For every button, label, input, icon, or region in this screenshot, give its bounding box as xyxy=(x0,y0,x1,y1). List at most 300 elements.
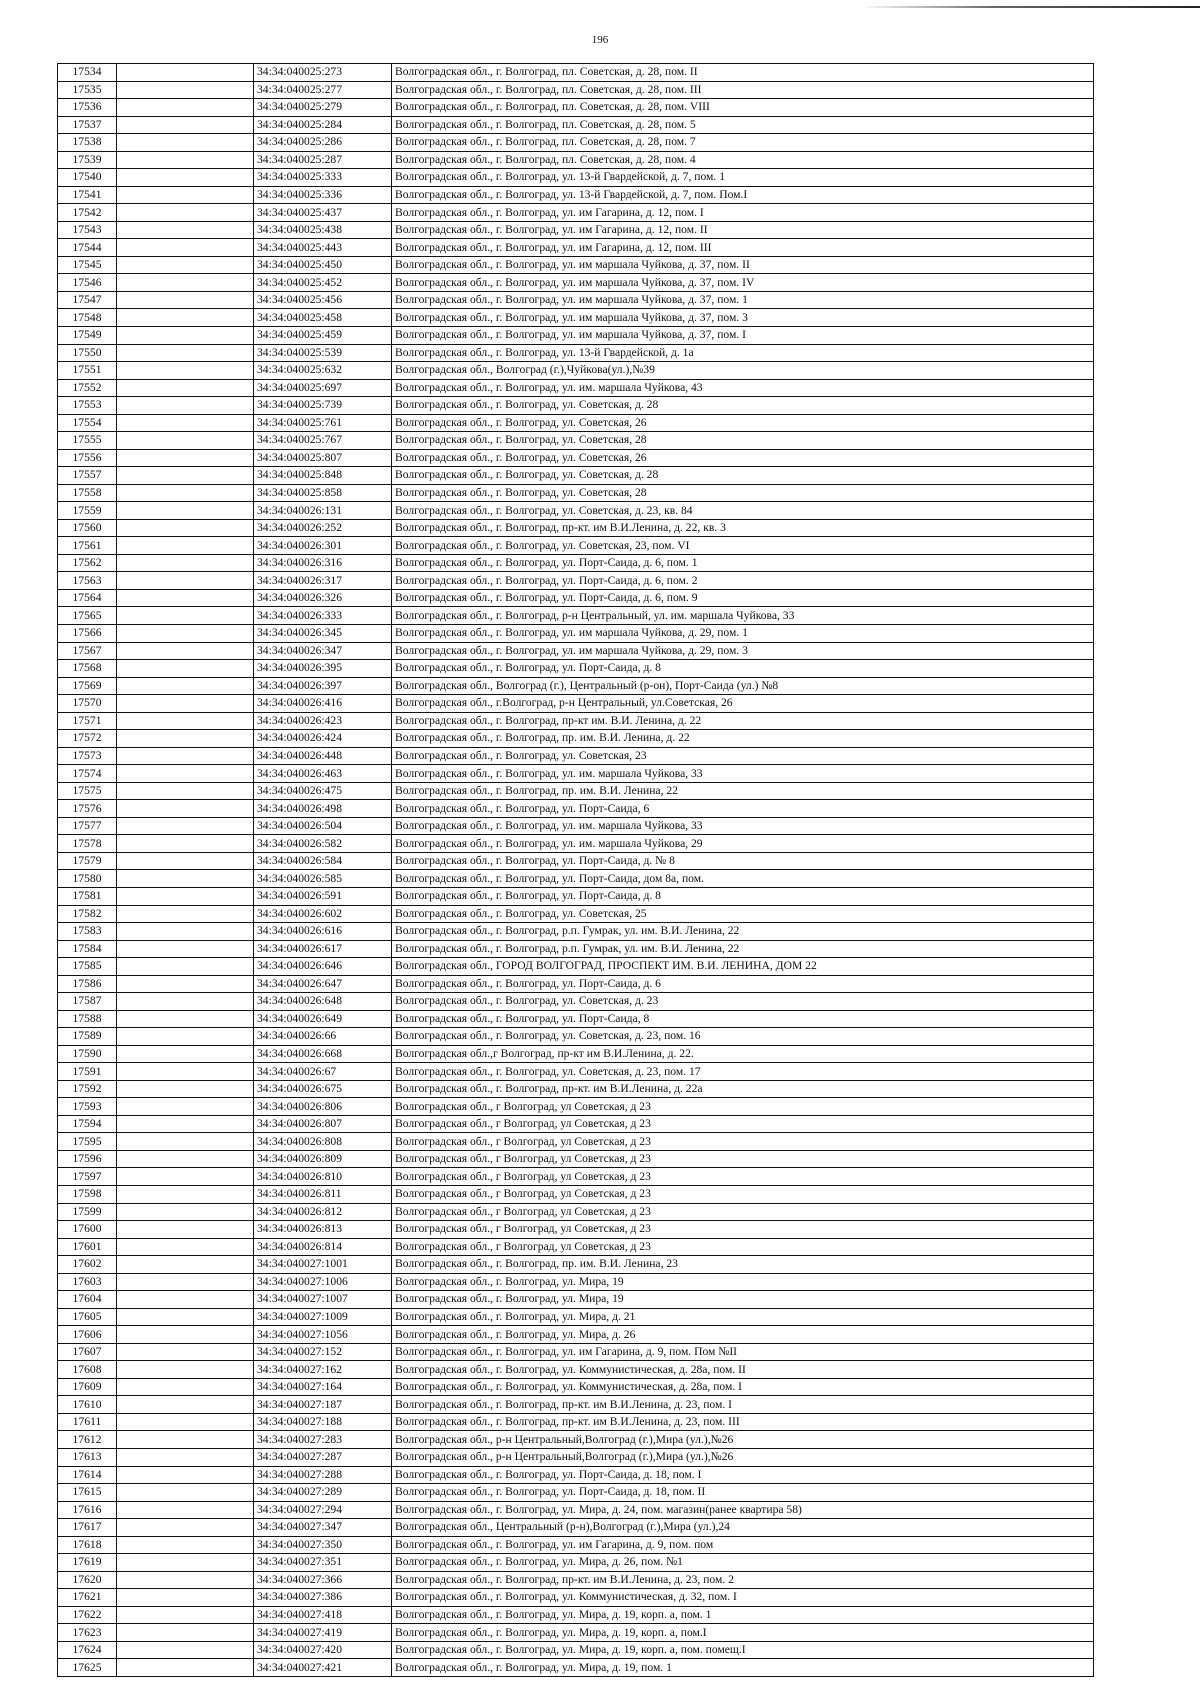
blank-cell xyxy=(117,502,254,520)
row-number-cell: 17539 xyxy=(58,151,117,169)
blank-cell xyxy=(117,1063,254,1081)
address-cell: Волгоградская обл., г. Волгоград, ул. им. маршала Чуйкова, 33 xyxy=(392,817,1094,835)
row-number-cell: 17607 xyxy=(58,1343,117,1361)
address-cell: Волгоградская обл., ГОРОД ВОЛГОГРАД, ПРОСПЕКТ ИМ. В.И. ЛЕНИНА, ДОМ 22 xyxy=(392,958,1094,976)
address-cell: Волгоградская обл., г. Волгоград, ул. Мира, д. 26, пом. №1 xyxy=(392,1554,1094,1572)
table-row xyxy=(58,1624,1094,1642)
blank-cell xyxy=(117,291,254,309)
table-row xyxy=(58,1150,1094,1168)
cadastral-number-cell: 34:34:040027:366 xyxy=(254,1571,392,1589)
row-number-cell: 17596 xyxy=(58,1150,117,1168)
blank-cell xyxy=(117,467,254,485)
table-row xyxy=(58,712,1094,730)
cadastral-number-cell: 34:34:040026:616 xyxy=(254,923,392,941)
address-cell: Волгоградская обл., г. Волгоград, р.п. Гумрак, ул. им. В.И. Ленина, 22 xyxy=(392,940,1094,958)
cadastral-number-cell: 34:34:040026:395 xyxy=(254,660,392,678)
cadastral-number-cell: 34:34:040026:424 xyxy=(254,730,392,748)
table-row xyxy=(58,905,1094,923)
address-cell: Волгоградская обл., г. Волгоград, пр-кт. им В.И.Ленина, д. 23, пом. I xyxy=(392,1396,1094,1414)
table-row xyxy=(58,467,1094,485)
cadastral-number-cell: 34:34:040025:632 xyxy=(254,362,392,380)
address-cell: Волгоградская обл., г. Волгоград, ул. Советская, 23 xyxy=(392,747,1094,765)
cadastral-number-cell: 34:34:040026:66 xyxy=(254,1028,392,1046)
address-cell: Волгоградская обл., г. Волгоград, ул. им Гагарина, д. 12, пом. III xyxy=(392,239,1094,257)
row-number-cell: 17623 xyxy=(58,1624,117,1642)
blank-cell xyxy=(117,1589,254,1607)
row-number-cell: 17572 xyxy=(58,730,117,748)
cadastral-number-cell: 34:34:040025:452 xyxy=(254,274,392,292)
blank-cell xyxy=(117,607,254,625)
cadastral-number-cell: 34:34:040026:811 xyxy=(254,1186,392,1204)
cadastral-number-cell: 34:34:040026:602 xyxy=(254,905,392,923)
table-row xyxy=(58,116,1094,134)
cadastral-number-cell: 34:34:040027:283 xyxy=(254,1431,392,1449)
table-row xyxy=(58,852,1094,870)
row-number-cell: 17609 xyxy=(58,1378,117,1396)
row-number-cell: 17535 xyxy=(58,81,117,99)
table-row xyxy=(58,625,1094,643)
blank-cell xyxy=(117,695,254,713)
row-number-cell: 17584 xyxy=(58,940,117,958)
cadastral-number-cell: 34:34:040026:591 xyxy=(254,887,392,905)
cadastral-number-cell: 34:34:040027:289 xyxy=(254,1484,392,1502)
table-row xyxy=(58,326,1094,344)
address-cell: Волгоградская обл., Волгоград (г.), Центральный (р-он), Порт-Саида (ул.) №8 xyxy=(392,677,1094,695)
blank-cell xyxy=(117,905,254,923)
blank-cell xyxy=(117,1238,254,1256)
cadastral-number-cell: 34:34:040027:164 xyxy=(254,1378,392,1396)
row-number-cell: 17593 xyxy=(58,1098,117,1116)
row-number-cell: 17594 xyxy=(58,1115,117,1133)
blank-cell xyxy=(117,923,254,941)
address-cell: Волгоградская обл., г. Волгоград, ул. 13-й Гвардейской, д. 7, пом. Пом.I xyxy=(392,186,1094,204)
cadastral-number-cell: 34:34:040027:386 xyxy=(254,1589,392,1607)
cadastral-number-cell: 34:34:040026:448 xyxy=(254,747,392,765)
address-cell: Волгоградская обл., г. Волгоград, ул. им. маршала Чуйкова, 43 xyxy=(392,379,1094,397)
address-cell: Волгоградская обл., г. Волгоград, ул. им маршала Чуйкова, д. 29, пом. 1 xyxy=(392,625,1094,643)
row-number-cell: 17575 xyxy=(58,782,117,800)
address-cell: Волгоградская обл., г. Волгоград, пр-кт. им В.И.Ленина, д. 23, пом. III xyxy=(392,1413,1094,1431)
blank-cell xyxy=(117,1378,254,1396)
address-cell: Волгоградская обл., г. Волгоград, ул. им маршала Чуйкова, д. 37, пом. 3 xyxy=(392,309,1094,327)
address-cell: Волгоградская обл., г. Волгоград, ул. Советская, д. 28 xyxy=(392,397,1094,415)
table-row xyxy=(58,1343,1094,1361)
blank-cell xyxy=(117,1641,254,1659)
cadastral-number-cell: 34:34:040026:326 xyxy=(254,589,392,607)
cadastral-number-cell: 34:34:040026:646 xyxy=(254,958,392,976)
address-cell: Волгоградская обл., г. Волгоград, р.п. Гумрак, ул. им. В.И. Ленина, 22 xyxy=(392,923,1094,941)
blank-cell xyxy=(117,274,254,292)
blank-cell xyxy=(117,1554,254,1572)
table-row xyxy=(58,607,1094,625)
row-number-cell: 17587 xyxy=(58,993,117,1011)
table-row xyxy=(58,958,1094,976)
table-row xyxy=(58,677,1094,695)
address-cell: Волгоградская обл., г. Волгоград, ул. им маршала Чуйкова, д. 29, пом. 3 xyxy=(392,642,1094,660)
blank-cell xyxy=(117,554,254,572)
row-number-cell: 17557 xyxy=(58,467,117,485)
table-row xyxy=(58,256,1094,274)
row-number-cell: 17560 xyxy=(58,519,117,537)
row-number-cell: 17620 xyxy=(58,1571,117,1589)
cadastral-number-cell: 34:34:040025:739 xyxy=(254,397,392,415)
address-cell: Волгоградская обл., г. Волгоград, ул. Порт-Саида, д. 6, пом. 9 xyxy=(392,589,1094,607)
table-row xyxy=(58,1098,1094,1116)
table-row xyxy=(58,1133,1094,1151)
row-number-cell: 17541 xyxy=(58,186,117,204)
table-row xyxy=(58,291,1094,309)
cadastral-number-cell: 34:34:040025:767 xyxy=(254,432,392,450)
address-cell: Волгоградская обл., г. Волгоград, ул. им Гагарина, д. 9, пом. пом xyxy=(392,1536,1094,1554)
table-row xyxy=(58,186,1094,204)
table-row xyxy=(58,134,1094,152)
blank-cell xyxy=(117,817,254,835)
cadastral-number-cell: 34:34:040025:458 xyxy=(254,309,392,327)
cadastral-number-cell: 34:34:040027:188 xyxy=(254,1413,392,1431)
address-cell: Волгоградская обл., г. Волгоград, ул. Порт-Саида, д. 6, пом. 2 xyxy=(392,572,1094,590)
table-row xyxy=(58,1659,1094,1677)
cadastral-number-cell: 34:34:040027:162 xyxy=(254,1361,392,1379)
blank-cell xyxy=(117,379,254,397)
table-row xyxy=(58,519,1094,537)
blank-cell xyxy=(117,537,254,555)
blank-cell xyxy=(117,64,254,82)
address-cell: Волгоградская обл., г. Волгоград, ул. Коммунистическая, д. 28а, пом. I xyxy=(392,1378,1094,1396)
row-number-cell: 17574 xyxy=(58,765,117,783)
row-number-cell: 17606 xyxy=(58,1326,117,1344)
row-number-cell: 17595 xyxy=(58,1133,117,1151)
row-number-cell: 17548 xyxy=(58,309,117,327)
cadastral-number-cell: 34:34:040026:806 xyxy=(254,1098,392,1116)
address-cell: Волгоградская обл., г. Волгоград, пр-кт. им В.И.Ленина, д. 23, пом. 2 xyxy=(392,1571,1094,1589)
table-row xyxy=(58,1010,1094,1028)
blank-cell xyxy=(117,326,254,344)
address-cell: Волгоградская обл., г. Волгоград, ул. Порт-Саида, д. 6 xyxy=(392,975,1094,993)
row-number-cell: 17608 xyxy=(58,1361,117,1379)
blank-cell xyxy=(117,1308,254,1326)
row-number-cell: 17590 xyxy=(58,1045,117,1063)
table-row xyxy=(58,99,1094,117)
table-row xyxy=(58,1554,1094,1572)
table-row xyxy=(58,1413,1094,1431)
address-cell: Волгоградская обл., г. Волгоград, ул. Порт-Саида, д. 18, пом. II xyxy=(392,1484,1094,1502)
address-cell: Волгоградская обл., г. Волгоград, ул. Порт-Саида, д. 6, пом. 1 xyxy=(392,554,1094,572)
address-cell: Волгоградская обл., г. Волгоград, ул. Мира, 19 xyxy=(392,1291,1094,1309)
cadastral-number-cell: 34:34:040026:333 xyxy=(254,607,392,625)
blank-cell xyxy=(117,887,254,905)
row-number-cell: 17625 xyxy=(58,1659,117,1677)
blank-cell xyxy=(117,1413,254,1431)
row-number-cell: 17546 xyxy=(58,274,117,292)
row-number-cell: 17616 xyxy=(58,1501,117,1519)
address-cell: Волгоградская обл., г. Волгоград, ул. им маршала Чуйкова, д. 37, пом. I xyxy=(392,326,1094,344)
address-cell: Волгоградская обл., г. Волгоград, ул. Советская, 23, пом. VI xyxy=(392,537,1094,555)
row-number-cell: 17569 xyxy=(58,677,117,695)
blank-cell xyxy=(117,1010,254,1028)
row-number-cell: 17563 xyxy=(58,572,117,590)
address-cell: Волгоградская обл., г. Волгоград, ул. 13-й Гвардейской, д. 1а xyxy=(392,344,1094,362)
table-row xyxy=(58,151,1094,169)
blank-cell xyxy=(117,1519,254,1537)
address-cell: Волгоградская обл., Центральный (р-н),Волгоград (г.),Мира (ул.),24 xyxy=(392,1519,1094,1537)
cadastral-number-cell: 34:34:040025:333 xyxy=(254,169,392,187)
table-row xyxy=(58,730,1094,748)
cadastral-number-cell: 34:34:040026:807 xyxy=(254,1115,392,1133)
blank-cell xyxy=(117,414,254,432)
address-cell: Волгоградская обл., г. Волгоград, р-н Центральный, ул. им. маршала Чуйкова, 33 xyxy=(392,607,1094,625)
cadastral-number-cell: 34:34:040026:316 xyxy=(254,554,392,572)
row-number-cell: 17537 xyxy=(58,116,117,134)
address-cell: Волгоградская обл., г. Волгоград, пр. им. В.И. Ленина, 22 xyxy=(392,782,1094,800)
address-cell: Волгоградская обл., г. Волгоград, ул. Советская, 28 xyxy=(392,432,1094,450)
table-row xyxy=(58,695,1094,713)
cadastral-number-cell: 34:34:040025:286 xyxy=(254,134,392,152)
blank-cell xyxy=(117,1501,254,1519)
table-row xyxy=(58,1045,1094,1063)
row-number-cell: 17597 xyxy=(58,1168,117,1186)
table-row xyxy=(58,64,1094,82)
cadastral-number-cell: 34:34:040026:649 xyxy=(254,1010,392,1028)
address-cell: Волгоградская обл., г. Волгоград, ул. Мира, д. 26 xyxy=(392,1326,1094,1344)
address-cell: Волгоградская обл., г. Волгоград, ул. Мира, д. 21 xyxy=(392,1308,1094,1326)
table-row xyxy=(58,221,1094,239)
table-row xyxy=(58,1448,1094,1466)
table-row xyxy=(58,923,1094,941)
address-cell: Волгоградская обл., г.Волгоград, р-н Центральный, ул.Советская, 26 xyxy=(392,695,1094,713)
row-number-cell: 17588 xyxy=(58,1010,117,1028)
cadastral-number-cell: 34:34:040025:761 xyxy=(254,414,392,432)
row-number-cell: 17564 xyxy=(58,589,117,607)
address-cell: Волгоградская обл., г Волгоград, ул Советская, д 23 xyxy=(392,1203,1094,1221)
cadastral-number-cell: 34:34:040026:809 xyxy=(254,1150,392,1168)
table-row xyxy=(58,379,1094,397)
blank-cell xyxy=(117,116,254,134)
address-cell: Волгоградская обл., г. Волгоград, ул. Советская, д. 28 xyxy=(392,467,1094,485)
table-row xyxy=(58,239,1094,257)
address-cell: Волгоградская обл., г. Волгоград, ул. Порт-Саида, д. 8 xyxy=(392,887,1094,905)
blank-cell xyxy=(117,835,254,853)
table-row xyxy=(58,1203,1094,1221)
table-row xyxy=(58,537,1094,555)
table-row xyxy=(58,1168,1094,1186)
blank-cell xyxy=(117,660,254,678)
table-row xyxy=(58,169,1094,187)
table-row xyxy=(58,554,1094,572)
blank-cell xyxy=(117,730,254,748)
address-cell: Волгоградская обл., г. Волгоград, пл. Советская, д. 28, пом. 5 xyxy=(392,116,1094,134)
blank-cell xyxy=(117,975,254,993)
blank-cell xyxy=(117,870,254,888)
cadastral-number-cell: 34:34:040025:336 xyxy=(254,186,392,204)
blank-cell xyxy=(117,940,254,958)
blank-cell xyxy=(117,1203,254,1221)
table-row xyxy=(58,870,1094,888)
table-row xyxy=(58,940,1094,958)
cadastral-number-cell: 34:34:040025:456 xyxy=(254,291,392,309)
row-number-cell: 17550 xyxy=(58,344,117,362)
row-number-cell: 17579 xyxy=(58,852,117,870)
cadastral-number-cell: 34:34:040025:279 xyxy=(254,99,392,117)
cadastral-number-cell: 34:34:040026:813 xyxy=(254,1221,392,1239)
blank-cell xyxy=(117,1150,254,1168)
blank-cell xyxy=(117,239,254,257)
table-row xyxy=(58,642,1094,660)
row-number-cell: 17551 xyxy=(58,362,117,380)
table-row xyxy=(58,1361,1094,1379)
cadastral-number-cell: 34:34:040027:419 xyxy=(254,1624,392,1642)
row-number-cell: 17544 xyxy=(58,239,117,257)
blank-cell xyxy=(117,344,254,362)
row-number-cell: 17534 xyxy=(58,64,117,82)
row-number-cell: 17614 xyxy=(58,1466,117,1484)
table-row xyxy=(58,747,1094,765)
address-cell: Волгоградская обл., г. Волгоград, ул. Мира, 19 xyxy=(392,1273,1094,1291)
cadastral-number-cell: 34:34:040027:1007 xyxy=(254,1291,392,1309)
address-cell: Волгоградская обл., г. Волгоград, ул. им. маршала Чуйкова, 33 xyxy=(392,765,1094,783)
address-cell: Волгоградская обл., г. Волгоград, пр-кт. им В.И.Ленина, д. 22а xyxy=(392,1080,1094,1098)
row-number-cell: 17543 xyxy=(58,221,117,239)
address-cell: Волгоградская обл., г. Волгоград, пл. Советская, д. 28, пом. II xyxy=(392,64,1094,82)
blank-cell xyxy=(117,1606,254,1624)
blank-cell xyxy=(117,1256,254,1274)
row-number-cell: 17576 xyxy=(58,800,117,818)
address-cell: Волгоградская обл., г. Волгоград, ул. им маршала Чуйкова, д. 37, пом. 1 xyxy=(392,291,1094,309)
blank-cell xyxy=(117,1361,254,1379)
cadastral-number-cell: 34:34:040026:668 xyxy=(254,1045,392,1063)
table-row xyxy=(58,1308,1094,1326)
table-row xyxy=(58,660,1094,678)
cadastral-number-cell: 34:34:040027:421 xyxy=(254,1659,392,1677)
cadastral-number-cell: 34:34:040027:1056 xyxy=(254,1326,392,1344)
row-number-cell: 17622 xyxy=(58,1606,117,1624)
cadastral-number-cell: 34:34:040026:675 xyxy=(254,1080,392,1098)
blank-cell xyxy=(117,782,254,800)
address-cell: Волгоградская обл., г Волгоград, ул Советская, д 23 xyxy=(392,1115,1094,1133)
address-cell: Волгоградская обл., г. Волгоград, ул. Мира, д. 24, пом. магазин(ранее квартира 58) xyxy=(392,1501,1094,1519)
table-row xyxy=(58,397,1094,415)
row-number-cell: 17540 xyxy=(58,169,117,187)
row-number-cell: 17605 xyxy=(58,1308,117,1326)
address-cell: Волгоградская обл., р-н Центральный,Волгоград (г.),Мира (ул.),№26 xyxy=(392,1431,1094,1449)
table-row xyxy=(58,1221,1094,1239)
table-row xyxy=(58,274,1094,292)
row-number-cell: 17619 xyxy=(58,1554,117,1572)
blank-cell xyxy=(117,99,254,117)
row-number-cell: 17600 xyxy=(58,1221,117,1239)
blank-cell xyxy=(117,1571,254,1589)
table-row xyxy=(58,432,1094,450)
table-row xyxy=(58,1589,1094,1607)
table-row xyxy=(58,800,1094,818)
cadastral-number-cell: 34:34:040026:498 xyxy=(254,800,392,818)
address-cell: Волгоградская обл., г Волгоград, ул Советская, д 23 xyxy=(392,1238,1094,1256)
row-number-cell: 17611 xyxy=(58,1413,117,1431)
address-cell: Волгоградская обл., г. Волгоград, ул. Советская, д. 23, пом. 17 xyxy=(392,1063,1094,1081)
cadastral-number-cell: 34:34:040027:1006 xyxy=(254,1273,392,1291)
address-cell: Волгоградская обл., г. Волгоград, ул. Советская, 26 xyxy=(392,414,1094,432)
address-cell: Волгоградская обл., г. Волгоград, ул. Коммунистическая, д. 28а, пом. II xyxy=(392,1361,1094,1379)
address-cell: Волгоградская обл., г Волгоград, ул Советская, д 23 xyxy=(392,1150,1094,1168)
row-number-cell: 17586 xyxy=(58,975,117,993)
blank-cell xyxy=(117,712,254,730)
address-cell: Волгоградская обл., г. Волгоград, ул. Мира, д. 19, пом. 1 xyxy=(392,1659,1094,1677)
cadastral-number-cell: 34:34:040026:67 xyxy=(254,1063,392,1081)
row-number-cell: 17585 xyxy=(58,958,117,976)
row-number-cell: 17582 xyxy=(58,905,117,923)
cadastral-number-cell: 34:34:040026:347 xyxy=(254,642,392,660)
blank-cell xyxy=(117,747,254,765)
row-number-cell: 17603 xyxy=(58,1273,117,1291)
row-number-cell: 17566 xyxy=(58,625,117,643)
blank-cell xyxy=(117,1098,254,1116)
address-cell: Волгоградская обл., г. Волгоград, ул. Советская, 28 xyxy=(392,484,1094,502)
row-number-cell: 17555 xyxy=(58,432,117,450)
blank-cell xyxy=(117,1080,254,1098)
row-number-cell: 17571 xyxy=(58,712,117,730)
row-number-cell: 17570 xyxy=(58,695,117,713)
blank-cell xyxy=(117,221,254,239)
address-cell: Волгоградская обл., г Волгоград, ул Советская, д 23 xyxy=(392,1186,1094,1204)
cadastral-number-cell: 34:34:040027:288 xyxy=(254,1466,392,1484)
table-row xyxy=(58,782,1094,800)
row-number-cell: 17553 xyxy=(58,397,117,415)
blank-cell xyxy=(117,852,254,870)
row-number-cell: 17601 xyxy=(58,1238,117,1256)
row-number-cell: 17536 xyxy=(58,99,117,117)
blank-cell xyxy=(117,1466,254,1484)
row-number-cell: 17602 xyxy=(58,1256,117,1274)
row-number-cell: 17573 xyxy=(58,747,117,765)
cadastral-number-cell: 34:34:040025:848 xyxy=(254,467,392,485)
table-row xyxy=(58,572,1094,590)
table-row xyxy=(58,1256,1094,1274)
table-row xyxy=(58,1606,1094,1624)
row-number-cell: 17558 xyxy=(58,484,117,502)
row-number-cell: 17613 xyxy=(58,1448,117,1466)
address-cell: Волгоградская обл., г. Волгоград, ул. им Гагарина, д. 12, пом. I xyxy=(392,204,1094,222)
address-cell: Волгоградская обл., г. Волгоград, ул. Мира, д. 19, корп. а, пом.I xyxy=(392,1624,1094,1642)
row-number-cell: 17562 xyxy=(58,554,117,572)
blank-cell xyxy=(117,1484,254,1502)
row-number-cell: 17556 xyxy=(58,449,117,467)
address-cell: Волгоградская обл., г. Волгоград, пл. Советская, д. 28, пом. VIII xyxy=(392,99,1094,117)
blank-cell xyxy=(117,1536,254,1554)
row-number-cell: 17547 xyxy=(58,291,117,309)
cadastral-number-cell: 34:34:040026:416 xyxy=(254,695,392,713)
address-cell: Волгоградская обл., г. Волгоград, пр-кт им. В.И. Ленина, д. 22 xyxy=(392,712,1094,730)
row-number-cell: 17612 xyxy=(58,1431,117,1449)
table-row xyxy=(58,1186,1094,1204)
row-number-cell: 17583 xyxy=(58,923,117,941)
row-number-cell: 17577 xyxy=(58,817,117,835)
table-body xyxy=(58,64,1094,1677)
blank-cell xyxy=(117,1133,254,1151)
row-number-cell: 17580 xyxy=(58,870,117,888)
cadastral-number-cell: 34:34:040025:697 xyxy=(254,379,392,397)
blank-cell xyxy=(117,1396,254,1414)
row-number-cell: 17581 xyxy=(58,887,117,905)
cadastral-number-cell: 34:34:040025:438 xyxy=(254,221,392,239)
table-row xyxy=(58,204,1094,222)
address-cell: Волгоградская обл.,г Волгоград, пр-кт им В.И.Ленина, д. 22. xyxy=(392,1045,1094,1063)
blank-cell xyxy=(117,1045,254,1063)
table-row xyxy=(58,1238,1094,1256)
blank-cell xyxy=(117,1431,254,1449)
row-number-cell: 17615 xyxy=(58,1484,117,1502)
blank-cell xyxy=(117,134,254,152)
row-number-cell: 17578 xyxy=(58,835,117,853)
blank-cell xyxy=(117,589,254,607)
